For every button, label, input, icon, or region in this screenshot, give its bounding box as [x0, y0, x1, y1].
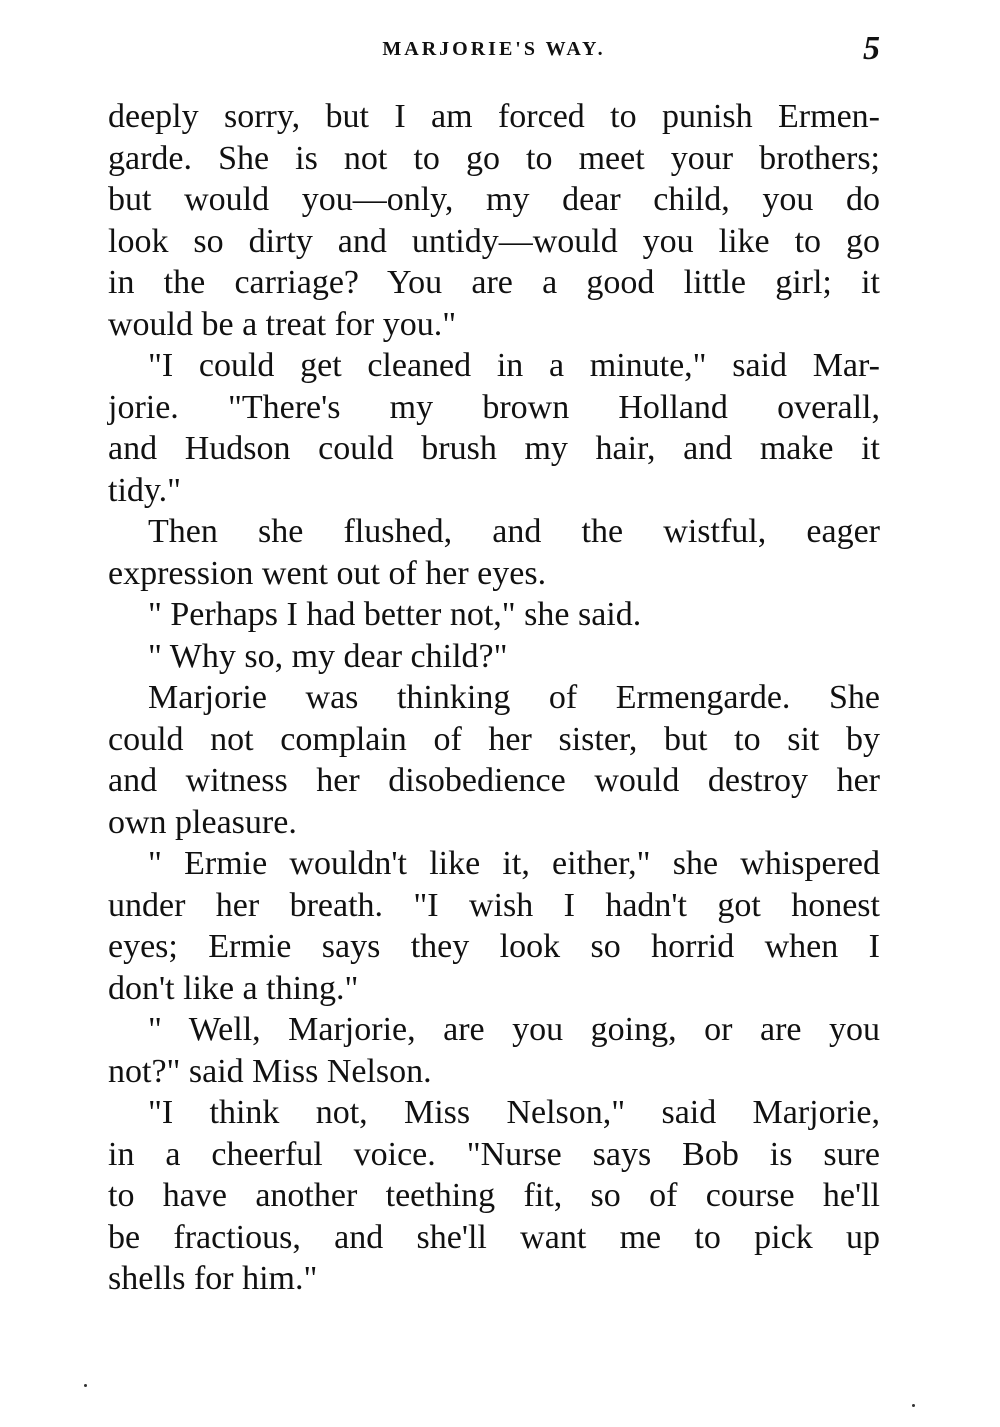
text-line: could not complain of her sister, but to sit by	[108, 720, 880, 758]
text-line: and Hudson could brush my hair, and make it	[108, 430, 880, 467]
text-line: shells for him."	[108, 1260, 318, 1297]
text-line: " Perhaps I had better not," she said.	[148, 596, 642, 633]
text-line: Then she flushed, and the wistful, eager	[148, 513, 880, 550]
text-line: in the carriage? You are a good little girl; it	[108, 264, 880, 301]
text-line: in a cheerful voice. "Nurse says Bob is sure	[108, 1135, 880, 1173]
page-number: 5	[863, 30, 880, 67]
paper-speck	[912, 1404, 915, 1407]
running-title: MARJORIE'S WAY.	[382, 38, 606, 60]
text-line: but would you—only, my dear child, you do	[108, 181, 880, 218]
text-line: garde. She is not to go to meet your brothers;	[108, 139, 880, 177]
text-line: would be a treat for you."	[108, 305, 457, 343]
text-line: own pleasure.	[108, 803, 297, 841]
paper-speck	[84, 1384, 87, 1387]
text-line: eyes; Ermie says they look so horrid when I	[108, 928, 880, 965]
text-line: " Ermie wouldn't like it, either," she whispered	[148, 845, 880, 882]
text-line: expression went out of her eyes.	[108, 554, 547, 592]
text-line: deeply sorry, but I am forced to punish Ermen-	[108, 98, 880, 135]
text-line: Marjorie was thinking of Ermengarde. She	[148, 679, 880, 716]
text-line: tidy."	[108, 471, 182, 509]
text-line: "I think not, Miss Nelson," said Marjorie,	[148, 1094, 880, 1131]
text-line: don't like a thing."	[108, 969, 359, 1007]
running-head	[108, 30, 880, 74]
text-line: " Well, Marjorie, are you going, or are you	[148, 1011, 880, 1048]
text-line: be fractious, and she'll want me to pick up	[108, 1218, 880, 1256]
text-line: " Why so, my dear child?"	[148, 637, 508, 675]
text-line: not?" said Miss Nelson.	[108, 1052, 432, 1090]
body-text	[108, 96, 880, 1300]
text-line: under her breath. "I wish I hadn't got honest	[108, 886, 880, 924]
text-line: look so dirty and untidy—would you like to go	[108, 222, 880, 260]
text-line: "I could get cleaned in a minute," said Mar-	[148, 347, 880, 384]
text-line: and witness her disobedience would destroy her	[108, 762, 880, 799]
text-line: jorie. "There's my brown Holland overall,	[108, 388, 880, 426]
text-line: to have another teething fit, so of course he'll	[108, 1177, 880, 1214]
